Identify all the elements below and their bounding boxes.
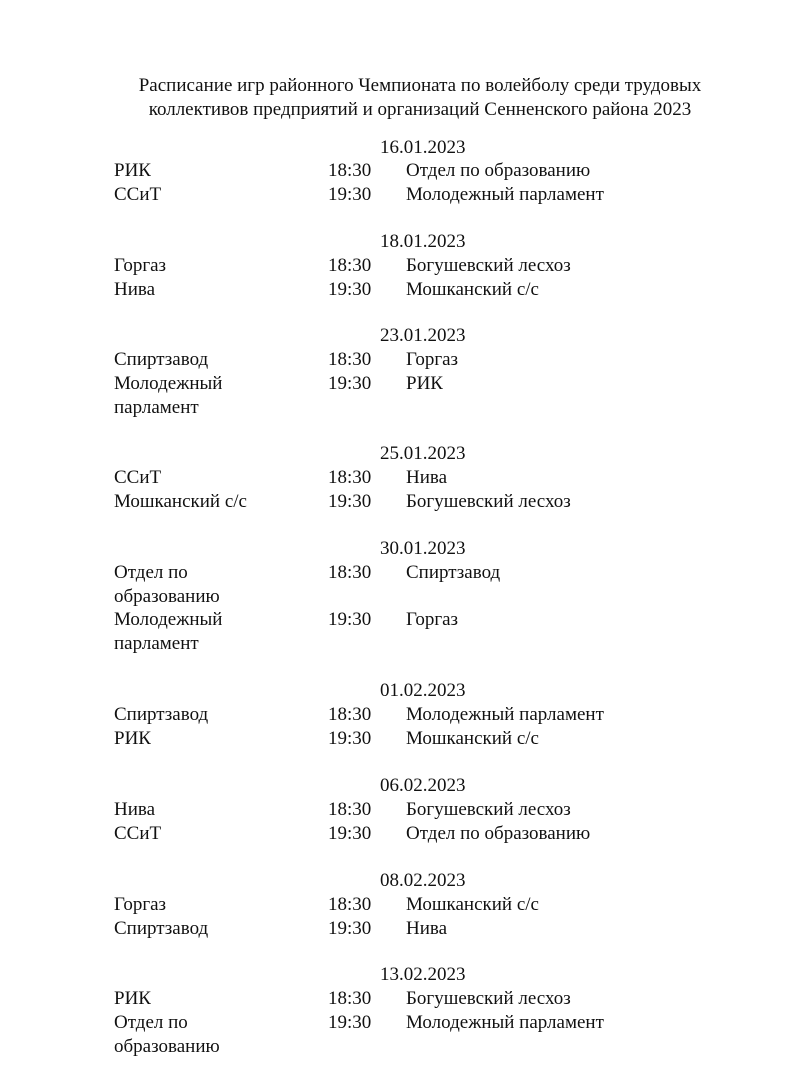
game-date: 30.01.2023 [380, 538, 466, 559]
away-team: Мошканский с/с [406, 894, 539, 915]
home-team: РИК [114, 160, 151, 181]
away-team: Богушевский лесхоз [406, 255, 571, 276]
game-time: 18:30 [328, 160, 372, 181]
away-team: Молодежный парламент [406, 704, 604, 725]
away-team: Мошканский с/с [406, 279, 539, 300]
home-team: Нива [114, 799, 156, 820]
home-team: Спиртзавод [114, 349, 209, 370]
game-date: 01.02.2023 [380, 680, 466, 701]
game-date: 13.02.2023 [380, 964, 466, 985]
home-team: Отдел по образованию [114, 562, 220, 607]
game-date: 06.02.2023 [380, 775, 466, 796]
away-team: Молодежный парламент [406, 1012, 604, 1033]
away-team: Спиртзавод [406, 562, 501, 583]
game-time: 19:30 [328, 184, 372, 205]
away-team: Отдел по образованию [406, 823, 591, 844]
game-time: 19:30 [328, 609, 372, 630]
game-time: 18:30 [328, 467, 372, 488]
home-team: Молодежный парламент [114, 373, 223, 418]
game-date: 25.01.2023 [380, 443, 466, 464]
game-time: 18:30 [328, 988, 372, 1009]
away-team: Богушевский лесхоз [406, 988, 571, 1009]
document-title [0, 74, 800, 122]
away-team: Горгаз [406, 349, 459, 370]
away-team: Мошканский с/с [406, 728, 539, 749]
home-team: Спиртзавод [114, 704, 209, 725]
game-time: 19:30 [328, 279, 372, 300]
away-team: Отдел по образованию [406, 160, 591, 181]
game-time: 19:30 [328, 823, 372, 844]
home-team: Горгаз [114, 894, 167, 915]
away-team: Нива [406, 467, 448, 488]
game-time: 19:30 [328, 373, 372, 394]
game-date: 23.01.2023 [380, 325, 466, 346]
home-team: Горгаз [114, 255, 167, 276]
game-date: 18.01.2023 [380, 231, 466, 252]
away-team: Молодежный парламент [406, 184, 604, 205]
away-team: Горгаз [406, 609, 459, 630]
home-team: ССиТ [114, 467, 162, 488]
game-date: 16.01.2023 [380, 137, 466, 158]
game-time: 19:30 [328, 491, 372, 512]
game-time: 19:30 [328, 1012, 372, 1033]
home-team: РИК [114, 728, 151, 749]
away-team: Богушевский лесхоз [406, 491, 571, 512]
game-time: 18:30 [328, 894, 372, 915]
game-time: 19:30 [328, 918, 372, 939]
game-time: 19:30 [328, 728, 372, 749]
away-team: РИК [406, 373, 443, 394]
away-team: Богушевский лесхоз [406, 799, 571, 820]
game-time: 18:30 [328, 562, 372, 583]
home-team: Молодежный парламент [114, 609, 223, 654]
home-team: ССиТ [114, 823, 162, 844]
game-time: 18:30 [328, 799, 372, 820]
away-team: Нива [406, 918, 448, 939]
title-line-1: Расписание игр районного Чемпионата по волейболу среди трудовых [138, 75, 702, 96]
game-time: 18:30 [328, 349, 372, 370]
game-date: 08.02.2023 [380, 870, 466, 891]
game-time: 18:30 [328, 255, 372, 276]
home-team: Отдел по образованию [114, 1012, 220, 1057]
home-team: Нива [114, 279, 156, 300]
home-team: Спиртзавод [114, 918, 209, 939]
home-team: Мошканский с/с [114, 491, 247, 512]
home-team: РИК [114, 988, 151, 1009]
home-team: ССиТ [114, 184, 162, 205]
game-time: 18:30 [328, 704, 372, 725]
title-line-2: коллективов предприятий и организаций Сенненского района 2023 [148, 99, 692, 120]
